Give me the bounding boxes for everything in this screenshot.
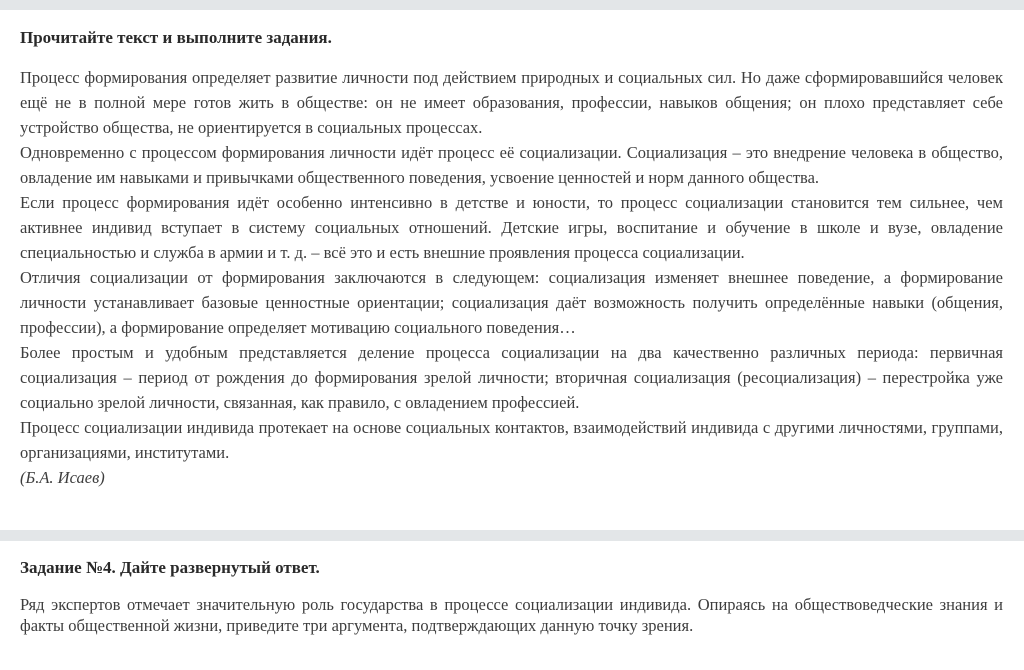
passage-paragraph-4: Отличия социализации от формирования заключаются в следующем: социализация изменяет внешнее поведение, а формирование личности устанавливает базовые ценностные ориентации; социализация даёт возможность получить определённые навыки (общения, профессии), а формирование определяет мотивацию социального поведения… — [20, 268, 1003, 337]
task-4-heading: Задание №4. Дайте развернутый ответ. — [20, 558, 320, 577]
top-divider — [0, 0, 1024, 10]
task-4-card — [20, 557, 1003, 636]
reading-passage-card — [20, 27, 1003, 490]
passage-text — [20, 65, 1003, 490]
passage-paragraph-5: Более простым и удобным представляется деление процесса социализации на два качественно различных периода: первичная социализация – период от рождения до формирования зрелой личности; вторичная социализация (ресоциализация) – перестройка уже социально зрелой личности, связанная, как правило, с овладением профессией. — [20, 343, 1003, 412]
passage-paragraph-3: Если процесс формирования идёт особенно интенсивно в детстве и юности, то процесс социализации становится тем сильнее, чем активнее индивид вступает в систему социальных отношений. Детские игры, воспитание и обучение в школе и вузе, овладение специальностью и служба в армии и т. д. – всё это и есть внешние проявления процесса социализации. — [20, 193, 1003, 262]
passage-paragraph-6: Процесс социализации индивида протекает на основе социальных контактов, взаимодействий индивида с другими личностями, группами, организациями, институтами. — [20, 418, 1003, 462]
task-4-text-block — [20, 594, 1003, 636]
passage-paragraph-1: Процесс формирования определяет развитие личности под действием природных и социальных сил. Но даже сформировавшийся человек ещё не в полной мере готов жить в обществе: он не имеет образования, профессии, навыков общения; он плохо представляет себе устройство общества, не ориентируется в социальных процессах. — [20, 68, 1003, 137]
passage-heading: Прочитайте текст и выполните задания. — [20, 28, 332, 47]
passage-author: (Б.А. Исаев) — [20, 468, 105, 487]
task-4-question: Ряд экспертов отмечает значительную роль государства в процессе социализации индивида. Опираясь на обществоведческие знания и факты общественной жизни, приведите три аргумента, подтверждающих данную точку зрения. — [20, 595, 1003, 635]
passage-paragraph-2: Одновременно с процессом формирования личности идёт процесс её социализации. Социализация – это внедрение человека в общество, овладение им навыками и привычками общественного поведения, усвоение ценностей и норм данного общества. — [20, 143, 1003, 187]
section-divider — [0, 530, 1024, 541]
